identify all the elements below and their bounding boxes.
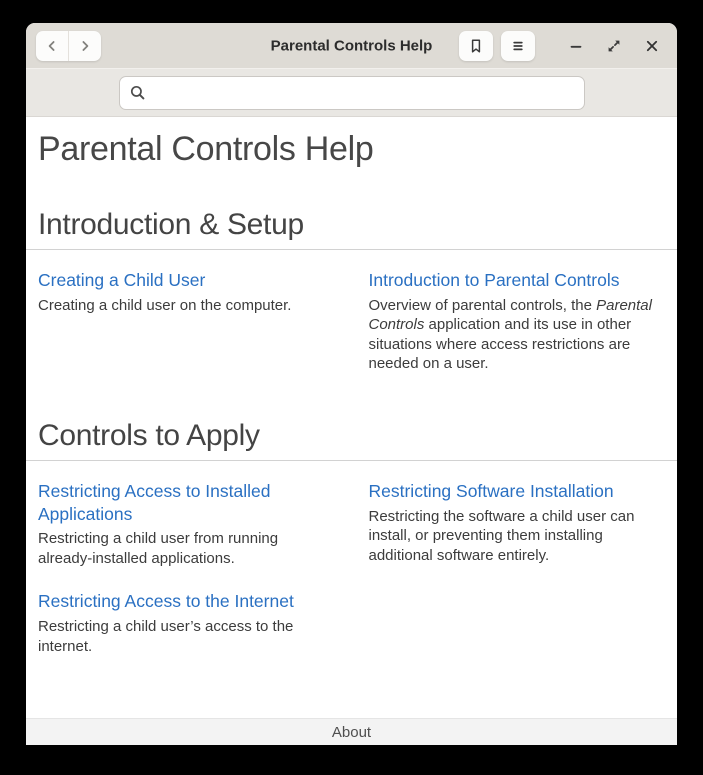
topic-restricting-installed-applications <box>38 480 335 569</box>
close-button[interactable] <box>639 33 665 59</box>
titlebar[interactable] <box>26 23 677 68</box>
window-controls <box>551 33 665 59</box>
topic-link[interactable]: Creating a Child User <box>38 270 206 290</box>
back-button[interactable] <box>36 31 68 61</box>
chevron-right-icon <box>77 38 93 54</box>
minimize-icon <box>568 38 584 54</box>
topic-restricting-software-installation <box>369 480 666 569</box>
page-title: Parental Controls Help <box>38 130 374 168</box>
topic-restricting-internet-access <box>38 590 335 656</box>
about-link[interactable]: About <box>331 723 372 741</box>
hamburger-menu-icon <box>510 38 526 54</box>
nav-button-group <box>36 31 101 61</box>
topic-grid <box>38 269 665 374</box>
topic-description <box>369 296 666 374</box>
window-title: Parental Controls Help <box>270 37 433 54</box>
bookmark-icon <box>468 38 484 54</box>
section-heading: Controls to Apply <box>38 418 260 452</box>
topic-link[interactable]: Restricting Software Installation <box>368 480 614 501</box>
section-heading: Introduction & Setup <box>38 208 304 241</box>
topic-link[interactable]: Restricting Access to Installed Applications <box>38 480 271 524</box>
section-divider <box>26 460 677 461</box>
maximize-icon <box>606 38 622 54</box>
topic-description: Restricting a child user from running already-installed applications. <box>38 530 279 567</box>
maximize-button[interactable] <box>601 33 627 59</box>
description-text: Overview of parental controls, the <box>368 296 597 314</box>
minimize-button[interactable] <box>563 33 589 59</box>
search-bar <box>26 68 677 117</box>
topic-introduction-parental-controls <box>369 269 666 374</box>
search-input[interactable] <box>154 83 575 102</box>
search-icon <box>129 84 147 102</box>
help-content <box>26 117 677 718</box>
section-controls-to-apply <box>38 419 665 656</box>
section-introduction-setup <box>38 208 665 374</box>
titlebar-right <box>459 31 665 61</box>
topic-grid <box>38 480 665 656</box>
topic-description: Restricting a child user’s access to the internet. <box>38 618 294 655</box>
description-italic-text: Parental Controls <box>368 296 652 334</box>
topic-link[interactable]: Restricting Access to the Internet <box>38 591 294 612</box>
topic-link[interactable]: Introduction to Parental Controls <box>368 270 620 290</box>
search-entry[interactable] <box>119 76 585 110</box>
description-text: application and its use in other situations where access restrictions are needed on a user. <box>368 316 632 373</box>
topic-description: Restricting the software a child user can install, or preventing them installing additional software entirely. <box>368 507 635 564</box>
footer-bar <box>26 718 677 745</box>
chevron-left-icon <box>44 38 60 54</box>
section-divider <box>26 249 677 250</box>
bookmark-button[interactable] <box>459 31 493 61</box>
help-window <box>26 23 677 745</box>
close-icon <box>644 38 660 54</box>
topic-description: Creating a child user on the computer. <box>38 296 292 314</box>
forward-button[interactable] <box>68 31 101 61</box>
topic-creating-child-user <box>38 269 335 374</box>
menu-button[interactable] <box>501 31 535 61</box>
